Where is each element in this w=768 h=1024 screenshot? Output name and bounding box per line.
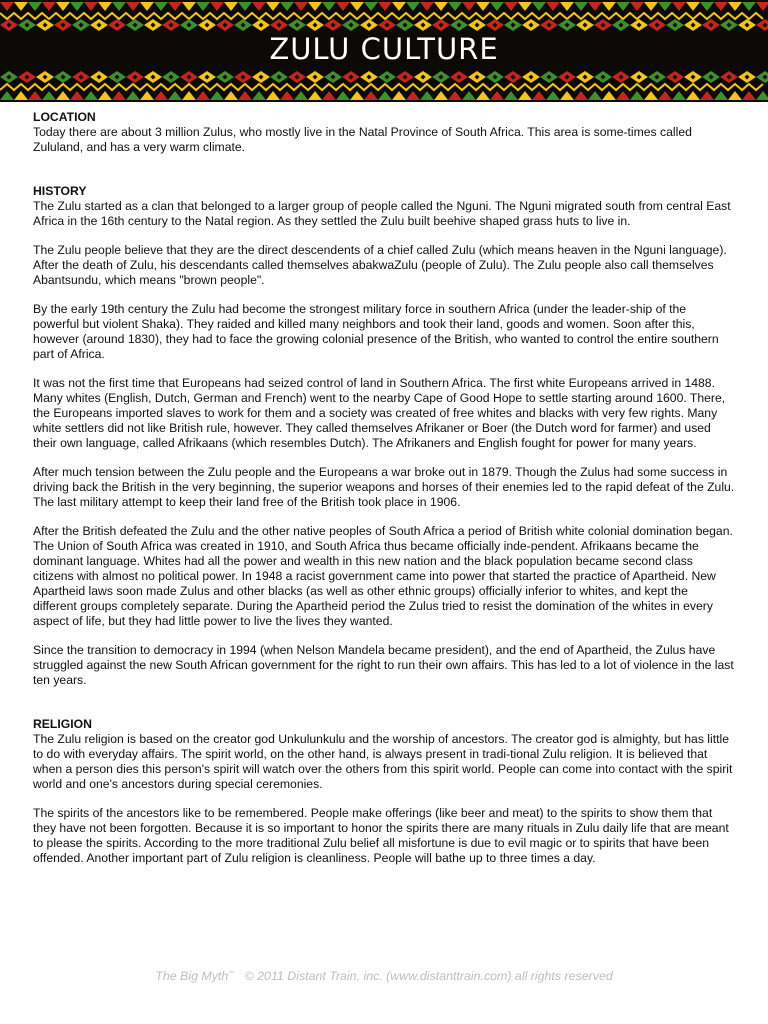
pattern-triangle [532,2,546,11]
pattern-triangle [154,91,168,100]
pattern-triangle [672,2,686,11]
pattern-triangle [168,2,182,11]
pattern-triangle [350,2,364,11]
pattern-triangle [504,91,518,100]
pattern-triangle [84,91,98,100]
pattern-triangle [574,91,588,100]
pattern-triangle [28,2,42,11]
pattern-triangle [756,91,768,100]
pattern-triangle [560,2,574,11]
pattern-triangle [322,91,336,100]
pattern-triangle [644,91,658,100]
pattern-triangle [392,2,406,11]
section-location [33,110,735,155]
document-body [33,110,735,866]
pattern-triangle [448,91,462,100]
footer-copyright-text: © 2011 Distant Train, inc. (www.distanttrain.com) all rights reserved [244,969,613,984]
pattern-triangle [546,2,560,11]
paragraph: The Zulu started as a clan that belonged to a larger group of people called the Nguni. The Nguni migrated south from central East Africa in the 16th century to the Natal region. As they settled the Zulu built beehive shaped grass huts to live in. [33,199,731,228]
pattern-triangle [700,91,714,100]
pattern-triangle [224,2,238,11]
page-title: ZULU CULTURE [269,32,499,66]
pattern-triangle [546,91,560,100]
pattern-triangle [154,2,168,11]
pattern-triangle [728,2,742,11]
pattern-triangle [280,2,294,11]
pattern-triangle [42,2,56,11]
pattern-triangle [0,91,14,100]
pattern-triangle [616,91,630,100]
pattern-triangle [308,2,322,11]
header-banner [0,0,768,102]
paragraph: Since the transition to democracy in 1994 (when Nelson Mandela became president), and the end of Apartheid, the Zulus have struggled against the new South African government for the right to run their own affairs. This has led to a lot of violence in the last ten years. [33,643,734,687]
pattern-triangle [266,2,280,11]
pattern-triangle [756,2,768,11]
pattern-triangle [644,2,658,11]
footer-brand: The Big Myth [155,969,229,984]
pattern-triangle [280,91,294,100]
pattern-triangle [420,91,434,100]
section-religion [33,717,735,866]
pattern-triangle [266,91,280,100]
pattern-triangle [434,2,448,11]
pattern-triangle [322,2,336,11]
pattern-triangle [560,91,574,100]
pattern-triangle [14,2,28,11]
pattern-triangle [714,91,728,100]
pattern-triangle [140,2,154,11]
pattern-triangle [742,91,756,100]
pattern-triangle [518,2,532,11]
section-heading: LOCATION [33,110,96,124]
pattern-triangle [182,2,196,11]
paragraph: By the early 19th century the Zulu had become the strongest military force in southern Africa (under the leader-ship of the powerful but violent Shaka). They raided and killed many neighbors and took their land, goods and women. Soon after this, however (around 1830), they had to face the growing colonial presence of the British, who wanted to control the entire southern part of Africa. [33,302,719,361]
pattern-triangle [434,91,448,100]
section-history [33,184,735,688]
pattern-triangle [308,91,322,100]
section-heading: RELIGION [33,717,92,731]
pattern-triangle [518,91,532,100]
pattern-triangle [658,2,672,11]
pattern-triangle [686,2,700,11]
pattern-triangle [196,2,210,11]
section-heading: HISTORY [33,184,87,198]
pattern-triangle [84,2,98,11]
pattern-triangle [168,91,182,100]
pattern-triangle [728,91,742,100]
pattern-triangle [630,91,644,100]
pattern-triangle [196,91,210,100]
pattern-triangle [336,2,350,11]
pattern-triangle [700,2,714,11]
pattern-triangle [504,2,518,11]
pattern-triangle [630,2,644,11]
pattern-triangle [406,91,420,100]
pattern-triangle [462,91,476,100]
pattern-triangle [616,2,630,11]
pattern-triangle [588,91,602,100]
pattern-triangle [70,91,84,100]
paragraph: The Zulu people believe that they are the direct descendents of a chief called Zulu (which means heaven in the Nguni language). After the death of Zulu, his descendants called themselves abakwaZulu (people of Zulu). The Zulu people also call themselves Abantsundu, which means "brown people". [33,243,727,287]
pattern-triangle [14,91,28,100]
paragraph: It was not the first time that Europeans had seized control of land in Southern Africa. The first white Europeans arrived in 1488. Many whites (English, Dutch, German and French) went to the nearby Cape of Good Hope to settle starting around 1600. There, the Europeans imported slaves to work for them and a society was created of free whites and blacks with very few rights. Many white settlers did not like British rule, however. They called themselves Afrikaner or Boer (the Dutch word for farmer) and used their own language, called Afrikaans (which resembles Dutch). The Afrikaners and English fought for power for many years. [33,376,726,450]
pattern-triangle [350,91,364,100]
pattern-triangle [686,91,700,100]
pattern-triangle [210,2,224,11]
pattern-triangle [238,2,252,11]
pattern-triangle [490,91,504,100]
pattern-triangle [364,91,378,100]
footer-copyright [0,966,768,984]
pattern-triangle [294,2,308,11]
paragraph: Today there are about 3 million Zulus, who mostly live in the Natal Province of South Africa. This area is some-times called Zululand, and has a very warm climate. [33,125,692,154]
pattern-triangle [714,2,728,11]
pattern-triangle [742,2,756,11]
pattern-triangle [42,91,56,100]
pattern-triangle [126,91,140,100]
pattern-triangle [252,91,266,100]
pattern-triangle [448,2,462,11]
pattern-triangle [602,91,616,100]
pattern-triangle [28,91,42,100]
paragraph: The Zulu religion is based on the creator god Unkulunkulu and the worship of ancestors. The creator god is almighty, but has little to do with everyday affairs. The spirit world, on the other hand, is always present in tradi-tional Zulu religion. It is believed that when a person dies this person's spirit will watch over the others from this spirit world. People can come into contact with the spirit world and one's ancestors during special ceremonies. [33,732,733,791]
zigzag-stripe [0,84,763,90]
pattern-triangle [252,2,266,11]
trademark-symbol: ™ [228,971,235,977]
pattern-triangle [224,91,238,100]
pattern-triangle [70,2,84,11]
pattern-triangle [378,2,392,11]
pattern-triangle [392,91,406,100]
pattern-triangle [56,2,70,11]
pattern-triangle [210,91,224,100]
pattern-triangle [476,91,490,100]
paragraph: After the British defeated the Zulu and the other native peoples of South Africa a period of British white colonial domination began. The Union of South Africa was created in 1910, and South Africa thus became officially inde-pendent. Afrikaans became the dominant language. Whites had all the power and wealth in this new nation and the black population became second class citizens with almost no political power. In 1948 a racist government came into power that started the practice of Apartheid. New Apartheid laws soon made Zulus and other blacks (as well as other ethnic groups) officially inferior to whites, and kept the different groups completely separate. During the Apartheid period the Zulus tried to resist the domination of the whites in every aspect of life, but they had little power to live the lives they wanted. [33,524,733,628]
pattern-triangle [98,91,112,100]
zigzag-stripe [0,13,763,19]
pattern-triangle [294,91,308,100]
pattern-triangle [574,2,588,11]
pattern-triangle [420,2,434,11]
pattern-triangle [238,91,252,100]
pattern-triangle [532,91,546,100]
pattern-triangle [364,2,378,11]
pattern-triangle [336,91,350,100]
pattern-triangle [56,91,70,100]
paragraph: After much tension between the Zulu people and the Europeans a war broke out in 1879. Though the Zulus had some success in driving back the British in the very beginning, the superior weapons and horses of their enemies led to the rapid defeat of the Zulu. The last military attempt to keep their land free of the British took place in 1906. [33,465,735,509]
pattern-triangle [182,91,196,100]
pattern-triangle [672,91,686,100]
pattern-triangle [406,2,420,11]
pattern-triangle [112,91,126,100]
pattern-triangle [0,2,14,11]
pattern-triangle [378,91,392,100]
pattern-triangle [602,2,616,11]
pattern-triangle [476,2,490,11]
pattern-triangle [462,2,476,11]
pattern-triangle [658,91,672,100]
pattern-triangle [112,2,126,11]
pattern-triangle [490,2,504,11]
pattern-triangle [588,2,602,11]
pattern-triangle [126,2,140,11]
paragraph: The spirits of the ancestors like to be remembered. People make offerings (like beer and meat) to the spirits to show them that they have not been forgotten. Because it is so important to honor the spirits there are many rituals in Zulu daily life that are meant to please the spirits. According to the more traditional Zulu belief all misfortune is due to evil magic or to spirits that have been offended. Another important part of Zulu religion is cleanliness. People will bathe up to three times a day. [33,806,729,865]
pattern-triangle [98,2,112,11]
pattern-triangle [140,91,154,100]
